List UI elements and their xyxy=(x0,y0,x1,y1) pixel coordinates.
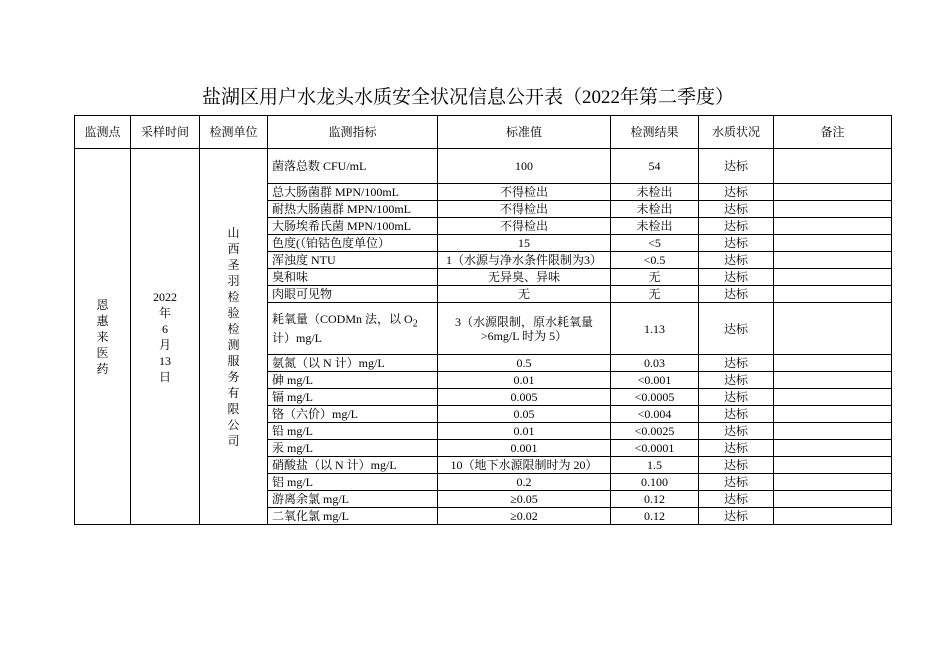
standard-cell: 0.05 xyxy=(438,406,611,423)
unit-char: 山 xyxy=(227,225,240,240)
indicator-cell: 浑浊度 NTU xyxy=(268,252,438,269)
header-note: 备注 xyxy=(774,116,892,149)
indicator-cell: 铝 mg/L xyxy=(268,474,438,491)
result-cell: <5 xyxy=(611,235,699,252)
note-cell xyxy=(774,235,892,252)
note-cell xyxy=(774,184,892,201)
status-cell: 达标 xyxy=(699,406,774,423)
date-cell xyxy=(131,149,200,525)
unit-char: 验 xyxy=(227,305,240,320)
status-cell: 达标 xyxy=(699,149,774,184)
header-row xyxy=(75,116,892,149)
standard-cell: 0.001 xyxy=(438,440,611,457)
standard-cell: 0.01 xyxy=(438,372,611,389)
standard-cell: ≥0.02 xyxy=(438,508,611,525)
note-cell xyxy=(774,474,892,491)
status-cell: 达标 xyxy=(699,457,774,474)
standard-cell: 无异臭、异味 xyxy=(438,269,611,286)
indicator-cell: 汞 mg/L xyxy=(268,440,438,457)
status-cell: 达标 xyxy=(699,355,774,372)
standard-cell: 不得检出 xyxy=(438,218,611,235)
indicator-cell: 二氧化氯 mg/L xyxy=(268,508,438,525)
date-char: 月 xyxy=(158,337,171,352)
standard-cell: 0.2 xyxy=(438,474,611,491)
status-cell: 达标 xyxy=(699,269,774,286)
standard-cell: 不得检出 xyxy=(438,201,611,218)
result-cell: 未检出 xyxy=(611,201,699,218)
note-cell xyxy=(774,269,892,286)
status-cell: 达标 xyxy=(699,252,774,269)
note-cell xyxy=(774,252,892,269)
indicator-cell: 镉 mg/L xyxy=(268,389,438,406)
status-cell: 达标 xyxy=(699,440,774,457)
status-cell: 达标 xyxy=(699,372,774,389)
status-cell: 达标 xyxy=(699,235,774,252)
unit-char: 羽 xyxy=(227,273,240,288)
note-cell xyxy=(774,406,892,423)
note-cell xyxy=(774,201,892,218)
result-cell: 无 xyxy=(611,286,699,303)
header-indicator: 监测指标 xyxy=(268,116,438,149)
site-char: 来 xyxy=(96,329,109,344)
date-char: 2022 xyxy=(153,289,177,304)
result-cell: 无 xyxy=(611,269,699,286)
result-cell: <0.004 xyxy=(611,406,699,423)
indicator-cell: 耐热大肠菌群 MPN/100mL xyxy=(268,201,438,218)
result-cell: 54 xyxy=(611,149,699,184)
status-cell: 达标 xyxy=(699,201,774,218)
status-cell: 达标 xyxy=(699,218,774,235)
note-cell xyxy=(774,303,892,355)
result-cell: 0.12 xyxy=(611,508,699,525)
date-char: 6 xyxy=(162,321,168,336)
standard-cell xyxy=(438,303,611,355)
note-cell xyxy=(774,423,892,440)
note-cell xyxy=(774,372,892,389)
site-char: 惠 xyxy=(96,313,109,328)
result-cell: 0.03 xyxy=(611,355,699,372)
indicator-cell: 总大肠菌群 MPN/100mL xyxy=(268,184,438,201)
note-cell xyxy=(774,491,892,508)
header-sample-time: 采样时间 xyxy=(131,116,200,149)
result-cell: 1.5 xyxy=(611,457,699,474)
status-cell: 达标 xyxy=(699,508,774,525)
unit-char: 司 xyxy=(227,433,240,448)
result-cell: 0.100 xyxy=(611,474,699,491)
indicator-cell: 硝酸盐（以 N 计）mg/L xyxy=(268,457,438,474)
indicator-cell: 铬（六价）mg/L xyxy=(268,406,438,423)
standard-cell: ≥0.05 xyxy=(438,491,611,508)
status-cell: 达标 xyxy=(699,286,774,303)
note-cell xyxy=(774,508,892,525)
result-cell: 0.12 xyxy=(611,491,699,508)
site-char: 医 xyxy=(96,345,109,360)
note-cell xyxy=(774,149,892,184)
header-test-unit: 检测单位 xyxy=(200,116,268,149)
unit-char: 检 xyxy=(227,289,240,304)
status-cell: 达标 xyxy=(699,474,774,491)
indicator-cell: 氨氮（以 N 计）mg/L xyxy=(268,355,438,372)
indicator-text: 计）mg/L xyxy=(272,331,322,346)
status-cell: 达标 xyxy=(699,303,774,355)
indicator-cell: 大肠埃希氏菌 MPN/100mL xyxy=(268,218,438,235)
note-cell xyxy=(774,457,892,474)
standard-cell: 0.01 xyxy=(438,423,611,440)
page-title: 盐湖区用户水龙头水质安全状况信息公开表（2022年第二季度） xyxy=(201,87,734,108)
unit-char: 公 xyxy=(227,417,240,432)
status-cell: 达标 xyxy=(699,423,774,440)
standard-cell: 100 xyxy=(438,149,611,184)
unit-char: 务 xyxy=(227,369,240,384)
result-cell: 未检出 xyxy=(611,184,699,201)
indicator-subscript: 2 xyxy=(412,318,418,330)
unit-char: 圣 xyxy=(227,257,240,272)
indicator-cell: 色度(（铂钴色度单位） xyxy=(268,235,438,252)
indicator-cell: 铅 mg/L xyxy=(268,423,438,440)
water-quality-table xyxy=(74,115,892,525)
result-cell: <0.001 xyxy=(611,372,699,389)
result-cell: 1.13 xyxy=(611,303,699,355)
unit-char: 西 xyxy=(227,241,240,256)
date-char: 13 xyxy=(159,353,171,368)
unit-char: 检 xyxy=(227,321,240,336)
site-char: 药 xyxy=(96,361,109,376)
standard-cell: 不得检出 xyxy=(438,184,611,201)
note-cell xyxy=(774,440,892,457)
status-cell: 达标 xyxy=(699,491,774,508)
indicator-text: 耗氧量（CODMn 法，以 O xyxy=(272,311,413,326)
standard-cell: 无 xyxy=(438,286,611,303)
standard-cell: 0.5 xyxy=(438,355,611,372)
standard-text: 3（水源限制，原水耗氧量 xyxy=(454,314,593,329)
indicator-cell: 游离余氯 mg/L xyxy=(268,491,438,508)
result-cell: 未检出 xyxy=(611,218,699,235)
unit-cell xyxy=(200,149,268,525)
indicator-cell: 肉眼可见物 xyxy=(268,286,438,303)
note-cell xyxy=(774,286,892,303)
site-char: 恩 xyxy=(96,297,109,312)
status-cell: 达标 xyxy=(699,184,774,201)
header-result: 检测结果 xyxy=(611,116,699,149)
unit-char: 限 xyxy=(227,401,240,416)
date-char: 日 xyxy=(158,369,171,384)
standard-cell: 0.005 xyxy=(438,389,611,406)
indicator-cell: 臭和味 xyxy=(268,269,438,286)
indicator-cell: 砷 mg/L xyxy=(268,372,438,389)
unit-char: 服 xyxy=(227,353,240,368)
result-cell: <0.0001 xyxy=(611,440,699,457)
unit-char: 测 xyxy=(227,337,240,352)
header-status: 水质状况 xyxy=(699,116,774,149)
indicator-cell: 菌落总数 CFU/mL xyxy=(268,149,438,184)
unit-char: 有 xyxy=(227,385,240,400)
result-cell: <0.0005 xyxy=(611,389,699,406)
note-cell xyxy=(774,218,892,235)
standard-cell: 10（地下水源限制时为 20） xyxy=(438,457,611,474)
note-cell xyxy=(774,389,892,406)
header-standard: 标准值 xyxy=(438,116,611,149)
indicator-cell xyxy=(268,303,438,355)
note-cell xyxy=(774,355,892,372)
site-cell xyxy=(75,149,131,525)
table-row xyxy=(75,149,892,184)
header-site: 监测点 xyxy=(75,116,131,149)
standard-cell: 1（水源与净水条件限制为3） xyxy=(438,252,611,269)
standard-text: >6mg/L 时为 5） xyxy=(480,328,568,343)
date-char: 年 xyxy=(158,305,171,320)
standard-cell: 15 xyxy=(438,235,611,252)
result-cell: <0.0025 xyxy=(611,423,699,440)
result-cell: <0.5 xyxy=(611,252,699,269)
status-cell: 达标 xyxy=(699,389,774,406)
